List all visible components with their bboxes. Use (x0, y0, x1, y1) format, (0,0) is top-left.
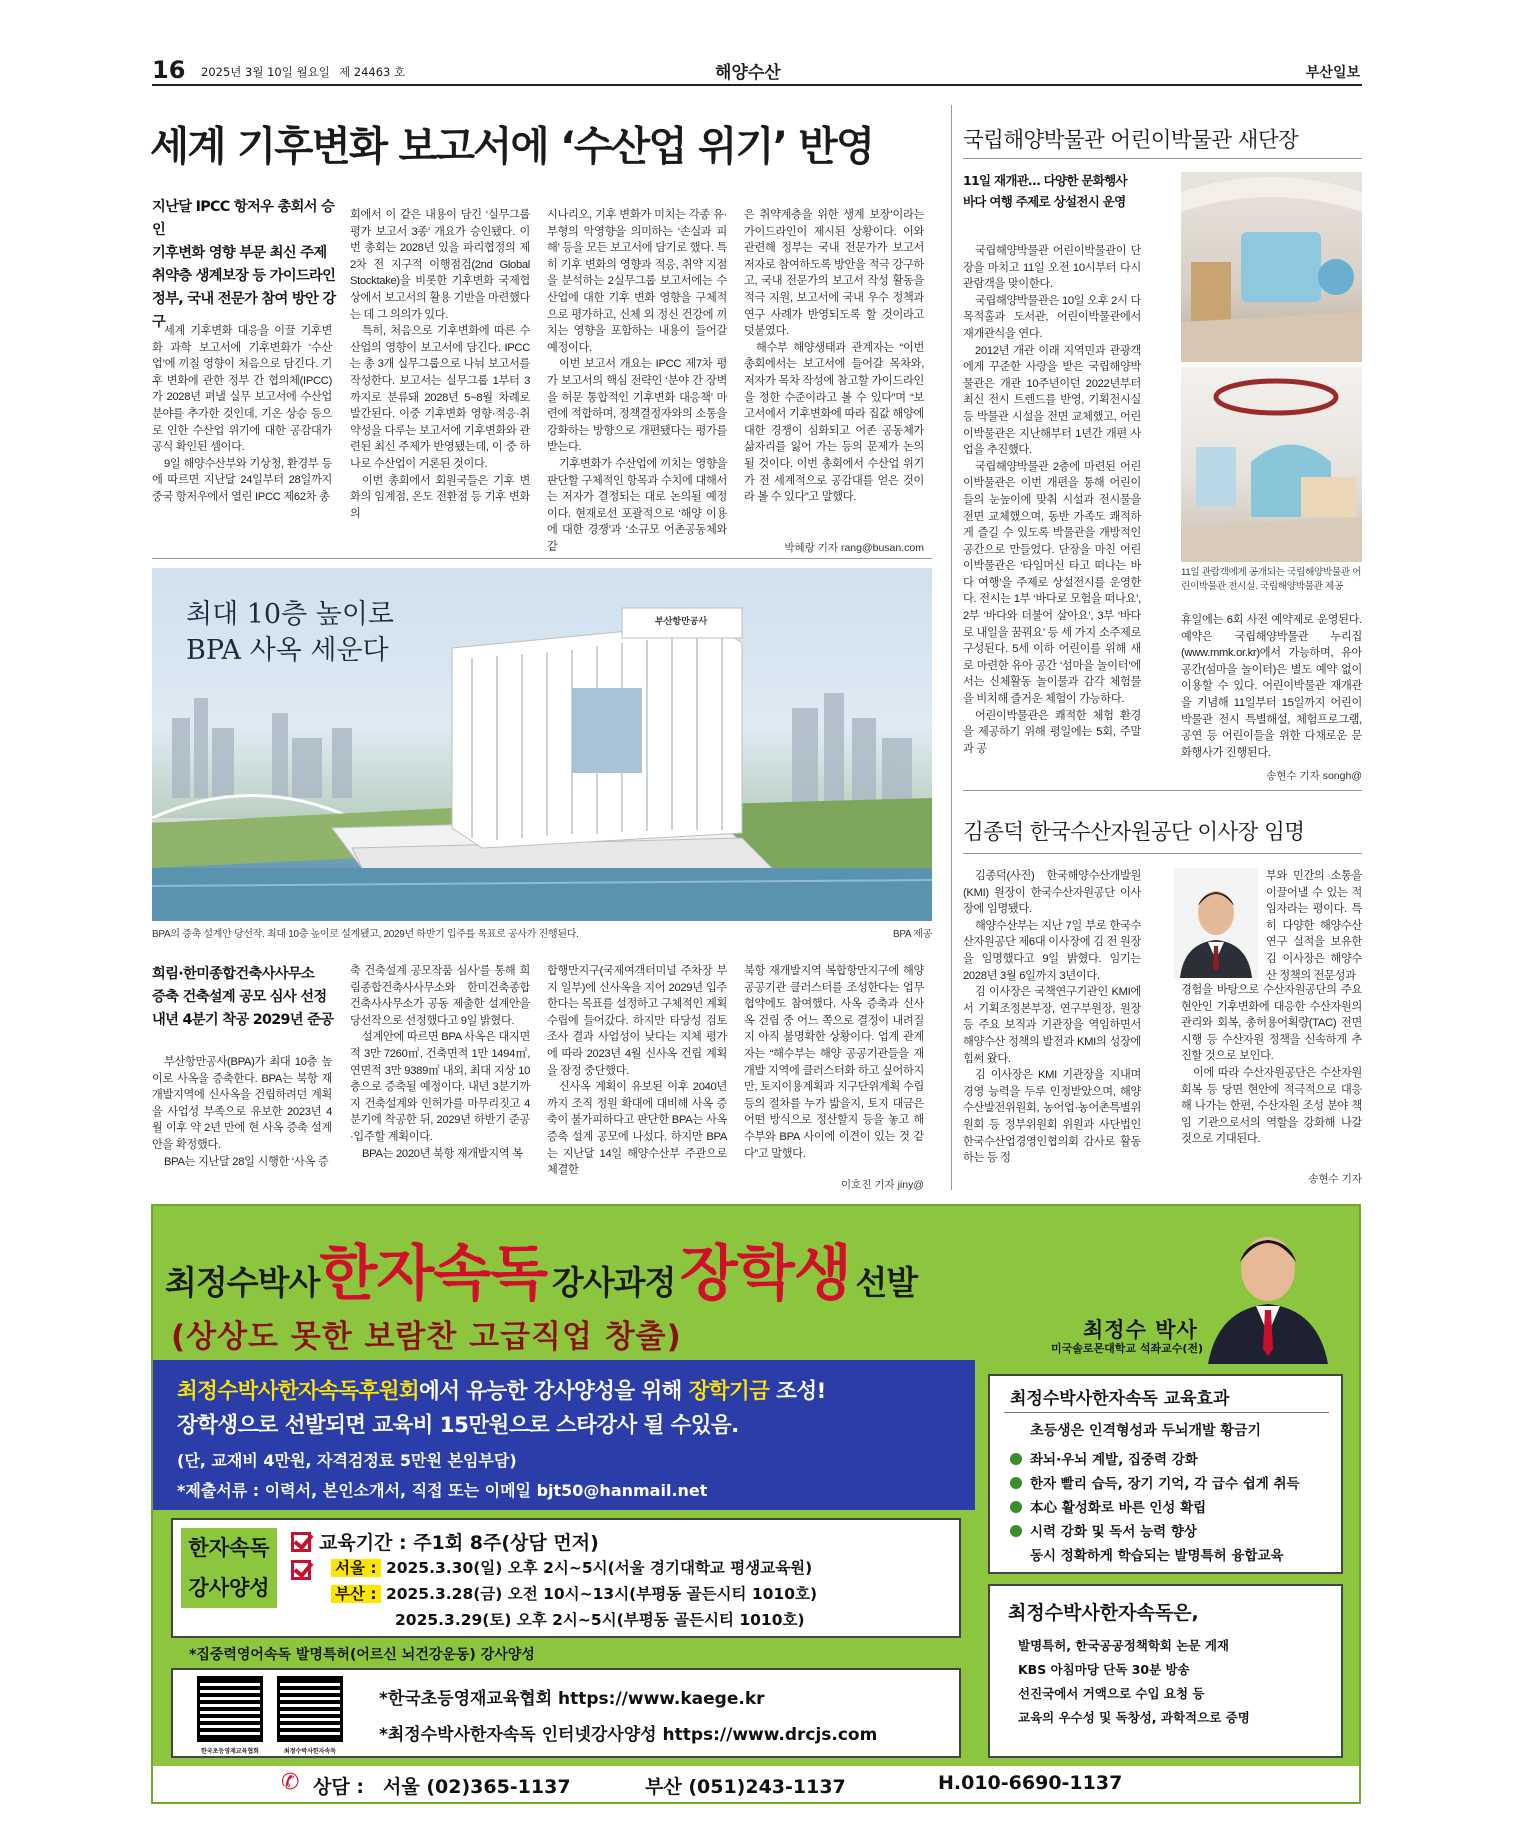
article1-subheads: 지난달 IPCC 항저우 총회서 승인 기후변화 영향 부문 최신 주제 취약층 생계보장 등 가이드라인 정부, 국내 전문가 참여 방안 강구 (152, 199, 336, 330)
ad-effects-title: 최정수박사한자속독 교육효과 (1010, 1389, 1230, 1409)
ad-about-box (988, 1584, 1343, 1758)
ad-scholarship-line4: *제출서류 : 이력서, 본인소개서, 직접 또는 이메일 bjt50@hanmail.net (177, 1481, 708, 1500)
qr-code-1-icon[interactable] (197, 1676, 263, 1742)
article4-col1: 김종덕(사진) 한국해양수산개발원(KMI) 원장이 한국수산자원공단 이사장에 임명됐다. 해양수산부는 지난 7일 부로 한국수산자원공단 제6대 이사장에 김 전 원장을 임명했다고 9일 밝혔다. 임기는 2028년 3월 6일까지 3년이다. 김 이사장은 국책연구기관인 KMI에서 기획조정본부장, 연구부원장, 원장 등 주요 보직과 기관장을 역임하면서 해양수산 정책의 발전과 KMI의 성장에 힘써 왔다. 김 이사장은 KMI 기관장을 지내며 경영 능력을 두루 인정받았으며, 해양수산발전위원회, 농어업·농어촌특별위원회 등 정부위원회 위원과 사단법인 한국수산업경영인협의회 감사로 활동하는 등 정 (963, 870, 1141, 1165)
newspaper-name: 부산일보 (1305, 65, 1360, 81)
article1-col3: 시나리오, 기후 변화가 미치는 각종 유·부형의 악영향을 의미하는 ‘손실과 피해’ 등을 모든 보고서에 담기로 했다. 특히 기후 변화의 영향과 적응, 취약 지점을 분석하는 2실무그룹 보고서에는 수산업에 대한 기후 변화 영향을 구체적으로 평가하고, 신체 외 정신 건강에 끼치는 영향을 포함하는 내용이 들어갈 예정이다. 이번 보고서 개요는 IPCC 제7차 평가 보고서의 핵심 전략인 ‘분야 간 장벽을 허문 통합적인 기후변화 대응책’ 마련에 적합하며, 정책결정자와의 소통을 강화하는 방향으로 개편됐다는 평가를 받는다. 기후변화가 수산업에 끼치는 영향을 판단할 구체적인 항목과 수치에 대해서는 저자가 결정되는 대로 논의될 예정이다. 현재로선 포괄적으로 ‘해양 이용에 대한 경쟁’과 ‘소규모 어촌공동체와 같 (547, 209, 727, 553)
bullet-icon (1010, 1453, 1022, 1465)
bpa-rendering-photo (152, 568, 932, 921)
ad-effects-box (988, 1374, 1343, 1574)
bpa-photo-credit: BPA 제공 (892, 929, 932, 940)
page-number: 16 (152, 56, 186, 84)
ad-person-photo (1198, 1214, 1338, 1364)
article3-col1: 국립해양박물관 어린이박물관이 단장을 마치고 11일 오전 10시부터 다시 관람객을 맞이한다. 국립해양박물관은 10일 오후 2시 다목적홀과 도서관, 어린이박물관에서 재개관식을 연다. 2012년 개관 이래 지역민과 관광객에게 꾸준한 사랑을 받은 국립해양박물관은 개관 10주년이던 2022년부터 최신 전시 트렌드를 반영, 기획전시실 등 박물관 시설을 전면 교체했고, 어린이박물관은 지난해부터 1년간 개편 사업을 추진했다. 국립해양박물관 2층에 마련된 어린이박물관은 이번 개편을 통해 어린이들의 눈높이에 맞춰 시설과 전시물을 전면 교체했으며, 동반 가족도 쾌적하게 즐길 수 있도록 박물관을 개방적인 공간으로 만들었다. 단장을 마친 어린이박물관은 ‘타임머신 타고 떠나는 바다 여행’을 주제로 상설전시를 운영한다. 전시는 1부 ‘바다로 모험을 떠나요’, 2부 ‘바다와 더불어 살아요’, 3부 ‘바다로 내일을 꿈꿔요’ 등 세 가지 소주제로 구성된다. 5세 이하 어린이를 위해 새로 마련한 유아 공간 ‘섬마을 놀이터’에서는 신체활동 놀이물과 감각 체험물을 비치해 즐거운 체험이 가능하다. 어린이박물관은 쾌적한 체험 환경을 제공하기 위해 평일에는 5회, 주말과 공 (963, 245, 1141, 755)
ad-title: 최정수박사한자속독 강사과정 장학생 선발 (165, 1239, 918, 1309)
bullet-icon (1010, 1501, 1022, 1513)
ad-about-title: 최정수박사한자속독은, (1008, 1602, 1199, 1624)
ad-busan-schedule-1: 부산 : 2025.3.28(금) 오전 10시~13시(부평동 골든시티 1010호) (331, 1582, 817, 1604)
header-rule (152, 84, 1362, 86)
portrait-illustration (1174, 868, 1258, 978)
article1-col1: 세계 기후변화 대응을 이끌 기후변화 과학 보고서에 기후변화가 ‘수산업’에 끼칠 영향이 처음으로 담긴다. 기후 변화에 관한 정부 간 협의체(IPCC)가 2028년 펴낼 실무 보고서에 수산업 분야를 추가한 것인데, 기온 상승 등으로 인한 수산업 위기에 대한 공감대가 공식 확인된 셈이다. 9일 해양수산부와 기상청, 환경부 등에 따르면 지난달 24일부터 28일까지 중국 항저우에서 열린 IPCC 제62차 총 (152, 325, 332, 503)
photo-overlay-title-2: BPA 사옥 세운다 (186, 635, 389, 666)
ad-phone-seoul[interactable]: 서울 (02)365-1137 (383, 1776, 571, 1798)
ad-note: *집중력영어속독 발명특허(어르신 뇌건강운동) 강사양성 (189, 1647, 535, 1663)
ad-link-drcjs[interactable]: *최정수박사한자속독 인터넷강사양성 https://www.drcjs.com (379, 1725, 878, 1745)
advertisement (151, 1204, 1361, 1804)
article3-subheads: 11일 재개관… 다양한 문화행사 바다 여행 주제로 상설전시 운영 (963, 173, 1127, 209)
ad-effects-intro: 초등생은 인격형성과 두뇌개발 황금기 (1030, 1423, 1262, 1439)
ad-phone-mobile[interactable]: H.010-6690-1137 (938, 1772, 1123, 1794)
qr2-label: 최정수박사한자속독 (283, 1748, 337, 1755)
article1-col4: 은 취약계층을 위한 생계 보장’이라는 가이드라인이 제시된 상황이다. 이와 관련해 정부는 국내 전문가가 보고서 저자로 참여하도록 방안을 적극 강구하고, 국내 전문가의 보고서 작성 활동을 적극 지원, 보고서에 국내 우수 정책과 연구 사례가 반영되도록 할 것이라고 덧붙였다. 해수부 해양생태과 관계자는 “이번 총회에서는 보고서에 들어갈 목차와, 저자가 목차 작성에 참고할 가이드라인을 정한 수준이라고 볼 수 있다”며 “보고서에서 기후변화에 따라 집값 해양에 대한 경쟁이 심화되고 어존 공동체가 삶자리를 잃어 가는 등의 문제가 논의될 것이다. 이번 총회에서 수산업 위기가 전 세계적으로 공감대를 얻은 것이라 볼 수 있다”고 말했다. (744, 209, 924, 504)
article3-byline: 송현수 기자 songh@ (1266, 770, 1362, 782)
article4-top-rule (963, 853, 1362, 854)
article1-bottom-rule (152, 558, 932, 559)
ad-about-lines: 발명특허, 한국공공정책학회 논문 게재 KBS 아침마당 단독 30분 방송 선진국에서 거액으로 수입 요청 등 교육의 우수성 및 독창성, 과학적으로 증명 (1018, 1638, 1250, 1725)
ad-scholarship-line2: 장학생으로 선발되면 교육비 15만원으로 스타강사 될 수있음. (177, 1413, 739, 1438)
portrait-kim-jongdeok (1174, 868, 1258, 978)
museum-photo-top (1181, 172, 1362, 362)
person-illustration (1198, 1214, 1338, 1364)
ad-scholarship-box (153, 1360, 975, 1510)
ad-link-kaege[interactable]: *한국초등영재교육협회 https://www.kaege.kr (379, 1689, 765, 1709)
museum-photo-credit: 국립해양박물관 제공 (1259, 581, 1343, 592)
article2-col1: 부산항만공사(BPA)가 최대 10층 높이로 사옥을 증축한다. BPA는 북항 재개발지역에 신사옥을 건립하려던 계획을 사업성 부족으로 유보한 2023년 4월 이후 약 2년 만에 현 사옥 증축 설계안을 확정했다. BPA는 지난달 28일 시행한 ‘사옥 증 (152, 1056, 332, 1168)
qr-code-2-icon[interactable] (277, 1676, 343, 1742)
ad-busan-schedule-2: 2025.3.29(토) 오후 2시~5시(부평동 골든시티 1010호) (395, 1611, 805, 1629)
museum-exhibit-illustration-1 (1181, 172, 1362, 362)
bpa-photo-caption: BPA의 증축 설계안 당선작. 최대 10층 높이로 설계됐고, 2029년 하반기 입주를 목표로 공사가 진행된다. (152, 929, 579, 940)
ad-qr-area (171, 1668, 961, 1758)
section-title: 해양수산 (715, 63, 781, 83)
article4-headline: 김종덕 한국수산자원공단 이사장 임명 (963, 820, 1305, 845)
museum-exhibit-illustration-2 (1181, 367, 1362, 562)
ad-phone-bar (153, 1766, 1359, 1802)
ad-person-title: 미국솔로몬대학교 석좌교수(전) (1051, 1342, 1204, 1355)
article3-col2: 휴일에는 6회 사전 예약제로 운영된다. 예약은 국립해양박물관 누리집(www.mmk.or.kr)에서 가능하며, 유아 공간(섬마을 놀이터)은 별도 예약 없이 이용할 수 있다. 어린이박물관 재개관을 기념해 11일부터 15일까지 어린이박물관 전시 특별해설, 체험프로그램, 공연 등 어린이들을 위한 다채로운 문화행사가 진행된다. (1181, 614, 1362, 759)
photo-overlay-title-1: 최대 10층 높이로 (186, 599, 395, 630)
phone-icon: ✆ (281, 1770, 300, 1795)
bullet-icon (1010, 1525, 1022, 1537)
checkbox-icon (291, 1560, 311, 1580)
article1-byline: 박혜랑 기자 rang@busan.com (784, 542, 924, 554)
article2-col4: 북항 재개발지역 복합항만지구에 해양 공공기관 클러스터를 조성한다는 업무 협약에도 참여했다. 사옥 증축과 신사옥 건립 중 어느 쪽으로 결정이 내려질지 아직 불명확한 상황이다. 업계 관계자는 “해수부는 해양 공공기관들을 재개발 지역에 클러스터화 하고 싶어하지만, 토지이용계획과 지구단위계획 수립 등의 절차를 누가 밟을지, 토지 대금은 어떤 방식으로 정산할지 등을 놓고 해수부와 BPA 사이에 이견이 있는 것 같다”고 말했다. (744, 965, 924, 1160)
article3-bottom-rule (963, 790, 1362, 791)
ad-badge: 한자속독 강사양성 (181, 1528, 277, 1608)
ad-check-icon-2 (291, 1560, 319, 1581)
article1-col2: 회에서 이 같은 내용이 담긴 ‘실무그룹 평가 보고서 3종’ 개요가 승인됐다. 이번 총회는 2028년 있을 파리협정의 제2차 전 지구적 이행점검(2nd Global Stocktake)을 비롯한 기후변화 국제협상에서 보고서의 활용 기반을 마련했다는 데 그 의의가 있다. 특히, 처음으로 기후변화에 따른 수산업의 영향이 보고서에 담긴다. IPCC는 총 3개 실무그룹으로 나눠 보고서를 작성한다. 보고서는 실무그룹 1부터 3까지로 분류돼 2028년 5~8월 차례로 발간된다. 이중 기후변화 영향·적응·취약성을 다루는 보고서에 기후변화와 관련된 최신 주제가 반영됐는데, 이 중 하나로 수산업이 거론된 것이다. 이번 총회에서 회원국들은 기후 변화의 임계점, 온도 전환점 등 기후 변화의 (350, 209, 530, 520)
bullet-icon (1010, 1477, 1022, 1489)
ad-period: 교육기간 : 주1회 8주(상담 먼저) (291, 1528, 599, 1555)
column-divider-right (951, 105, 952, 1190)
museum-photo-bottom (1181, 367, 1362, 562)
article1-headline: 세계 기후변화 보고서에 ‘수산업 위기’ 반영 (150, 122, 874, 170)
ad-seoul-schedule: 서울 : 2025.3.30(일) 오후 2시~5시(서울 경기대학교 평생교육원) (331, 1556, 812, 1578)
ad-phone-busan[interactable]: 부산 (051)243-1137 (645, 1776, 846, 1798)
article4-col2: 경험을 바탕으로 수산자원공단의 주요 현안인 기후변화에 대응한 수산자원의 관리와 회복, 총허용어획량(TAC) 전면 시행 등 수산자원 정책을 신속하게 추진할 것으로 보인다. 이에 따라 수산자원공단은 수산자원 회복 등 당면 현안에 적극적으로 대응해 나가는 한편, 수산자원 조성 분야 책임 기관으로서의 역할을 강화해 나갈 것으로 기대된다. (1181, 984, 1362, 1146)
qr1-label: 한국초등영재교육협회 (201, 1748, 259, 1755)
issue-date: 2025년 3월 10일 월요일 (201, 65, 330, 79)
ad-person-name: 최정수 박사 (1083, 1318, 1198, 1342)
checkbox-icon (291, 1532, 311, 1552)
ad-schedule-box (171, 1518, 961, 1638)
article2-col2: 축 건축설계 공모작품 심사’를 통해 희림종합건축사사무소와 한미건축종합건축사사무소가 공동 제출한 설계안을 당선작으로 선정했다고 9일 밝혔다. 설계안에 따르면 BPA 사옥은 대지면적 3만 7260㎡, 건축면적 1만 1494㎡, 연면적 3만 9389㎡ 내외, 최대 지상 10층으로 증축될 예정이다. 내년 3분기까지 건축설계와 인허가를 마무리짓고 4분기에 착공한 뒤, 2029년 하반기 준공·입주할 계획이다. BPA는 2020년 북항 재개발지역 복 (350, 965, 530, 1160)
ad-scholarship-line1: 최정수박사한자속독후원회에서 유능한 강사양성을 위해 장학기금 조성! (177, 1379, 826, 1404)
museum-photo-caption: 11일 관람객에게 공개되는 국립해양박물관 어린이박물관 전시실. 국립해양박물관 제공 (1181, 567, 1362, 592)
issue-number: 제 24463 호 (339, 65, 406, 79)
article4-byline: 송현수 기자 (1308, 1173, 1362, 1185)
ad-effects-list: 좌뇌·우뇌 계발, 집중력 강화 한자 빨리 습득, 장기 기억, 각 급수 쉽게 취득 本心 활성화로 바른 인성 확립 시력 강화 및 독서 능력 향상 동시 정확하게 학습되는 발명특허 융합교육 (1010, 1448, 1300, 1568)
article3-top-rule (963, 158, 1362, 159)
article2-col3: 합행만지구(국제여객터미널 주차장 부지 일부)에 신사옥을 지어 2029년 입주한다는 목표를 설정하고 구체적인 계획 수립에 들어갔다. 하지만 타당성 검토 조사 결과 사업성이 낮다는 지체 평가에 따라 2023년 4월 신사옥 건립 계획을 잠정 중단했다. 신사옥 계획이 유보된 이후 2040년까지 조직 정원 확대에 대비해 사옥 증축이 불가피하다고 판단한 BPA는 사옥 증축 설계 공모에 나섰다. 하지만 BPA는 지난달 14일 해양수산부 주관으로 체결한 (547, 965, 727, 1177)
article4-col2-top: 부와 민간의 소통을 이끌어낼 수 있는 적임자라는 평이다. 특히 다양한 해양수산 연구 실적을 보유한 김 이사장은 해양수산 정책의 전문성과 (1266, 870, 1362, 981)
building-sign: 부산항만공사 (655, 617, 708, 627)
article2-byline: 이호진 기자 jiny@ (841, 1179, 924, 1191)
article3-headline: 국립해양박물관 어린이박물관 새단장 (963, 128, 1299, 153)
ad-phone-label: 상담 : (313, 1776, 364, 1798)
article2-subheads: 희림·한미종합건축사사무소 증축 건축설계 공모 심사 선정 내년 4분기 착공 2029년 준공 (152, 966, 334, 1028)
ad-subtitle: (상상도 못한 보람찬 고급직업 창출) (171, 1319, 682, 1355)
ad-scholarship-line3: (단, 교재비 4만원, 자격검정료 5만원 본임부담) (177, 1451, 517, 1470)
